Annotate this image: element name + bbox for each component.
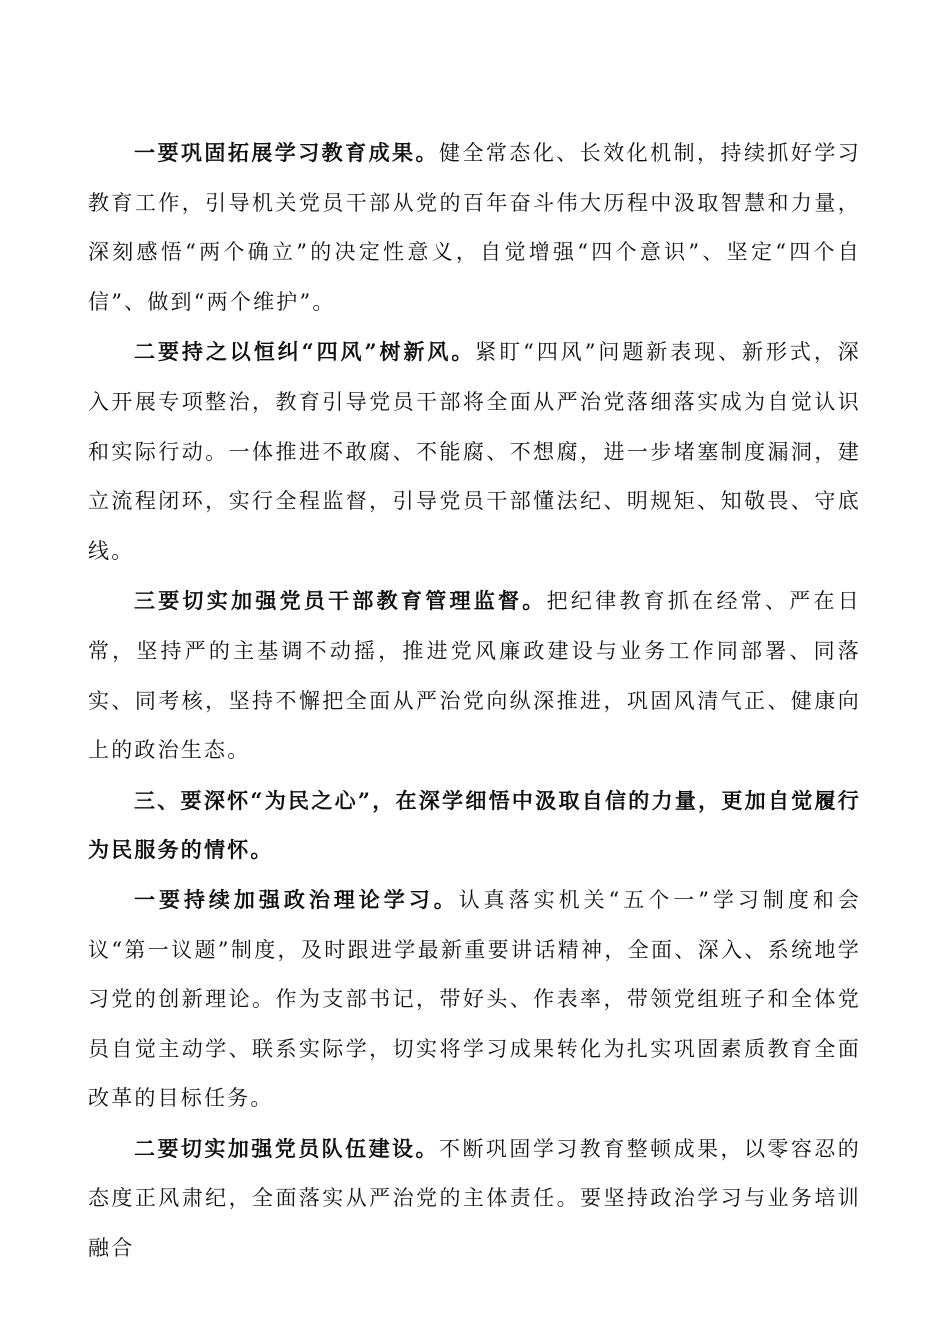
paragraph-consolidate-results	[88, 128, 861, 327]
paragraph-lead: 三要切实加强党员干部教育管理监督。	[134, 588, 547, 614]
paragraph-text: 不断巩固学习教育整顿成果，以零容忍的态度正风肃纪，全面落实从严治党的主体责任。要坚持政治学习与业务培训融合	[88, 1136, 861, 1261]
paragraph-supervision	[88, 576, 861, 775]
section-heading: 三、要深怀“为民之心”，在深学细悟中汲取自信的力量，更加自觉履行为民服务的情怀。	[88, 787, 861, 863]
paragraph-text: 紧盯“四风”问题新表现、新形式，深入开展专项整治，教育引导党员干部将全面从严治党落细落实成为自觉认识和实际行动。一体推进不敢腐、不能腐、不想腐，进一步堵塞制度漏洞，建立流程闭环，实行全程监督，引导党员干部懂法纪、明规矩、知敬畏、守底线。	[88, 340, 861, 563]
paragraph-theory-study	[88, 875, 861, 1124]
document-body	[88, 128, 861, 1274]
paragraph-lead: 一要巩固拓展学习教育成果。	[134, 140, 439, 165]
paragraph-team-building	[88, 1124, 861, 1274]
paragraph-lead: 一要持续加强政治理论学习。	[134, 886, 459, 912]
paragraph-text: 认真落实机关“五个一”学习制度和会议“第一议题”制度，及时跟进学最新重要讲话精神，全面、深入、系统地学习党的创新理论。作为支部书记，带好头、作表率，带领党组班子和全体党员自觉主动学、联系实际学，切实将学习成果转化为扎实巩固素质教育全面改革的目标任务。	[88, 887, 861, 1111]
paragraph-four-winds	[88, 327, 861, 576]
paragraph-lead: 二要持之以恒纠“四风”树新风。	[134, 339, 476, 365]
paragraph-lead: 二要切实加强党员队伍建设。	[134, 1135, 439, 1161]
paragraph-text: 把纪律教育抓在经常、严在日常，坚持严的主基调不动摇，推进党风廉政建设与业务工作同部署、同落实、同考核，坚持不懈把全面从严治党向纵深推进，巩固风清气正、健康向上的政治生态。	[88, 589, 861, 763]
paragraph-text: 健全常态化、长效化机制，持续抓好学习教育工作，引导机关党员干部从党的百年奋斗伟大历程中汲取智慧和力量，深刻感悟“两个确立”的决定性意义，自觉增强“四个意识”、坚定“四个自信”、做到“两个维护”。	[88, 141, 861, 314]
